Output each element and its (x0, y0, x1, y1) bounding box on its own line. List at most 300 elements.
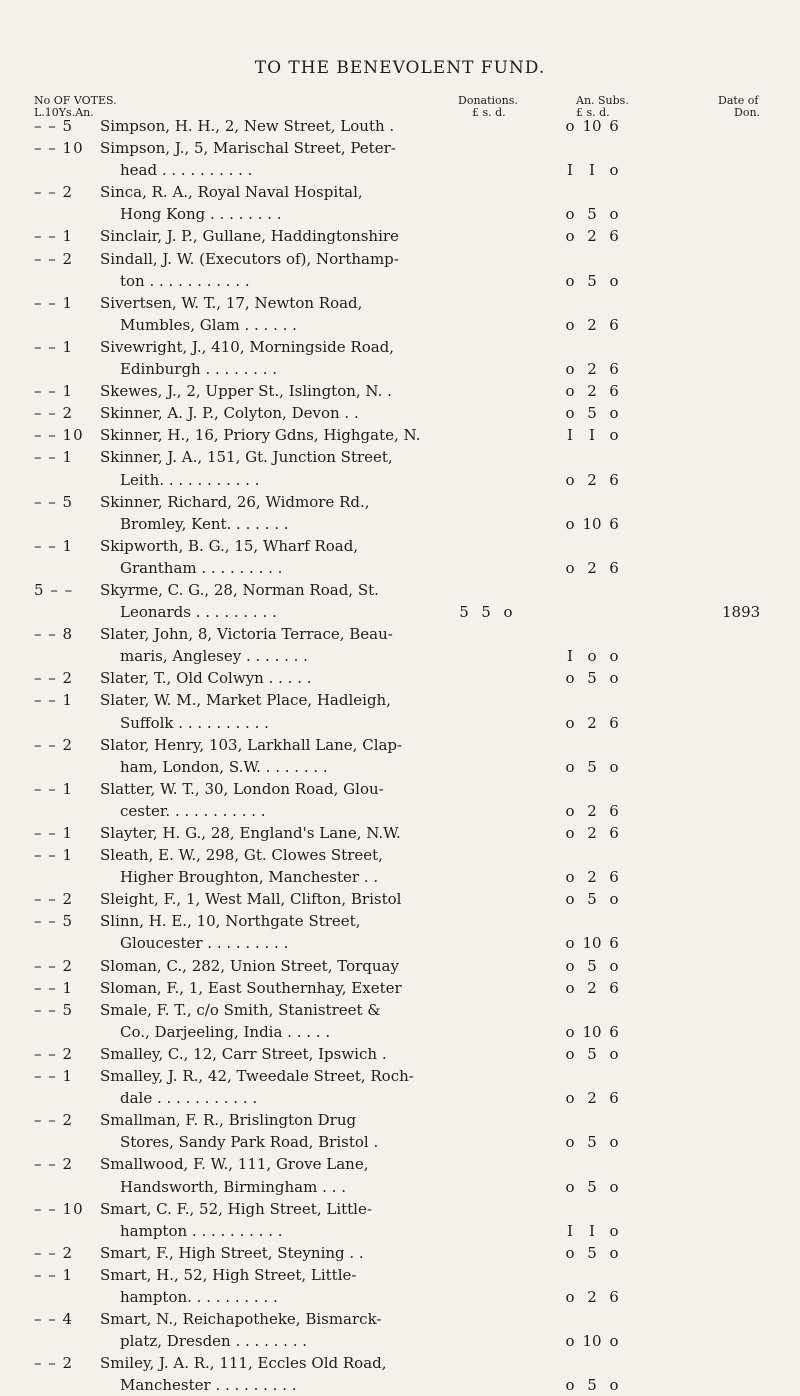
subscription-shillings: 2 (587, 382, 597, 401)
subscription-pence: 6 (609, 558, 619, 577)
subscription-pounds: o (565, 713, 575, 732)
entry-line (0, 225, 800, 247)
subscription-pounds: o (565, 382, 575, 401)
subscription-pounds: o (565, 956, 575, 975)
entry-line (0, 1198, 800, 1220)
entry-line (0, 1286, 800, 1308)
subscriber-name: Simpson, H. H., 2, New Street, Louth . (100, 117, 395, 135)
subscription-pence: 6 (609, 1089, 619, 1108)
entry-line (0, 1043, 800, 1065)
subscription-shillings: 2 (587, 801, 597, 820)
subscription-pence: 6 (609, 978, 619, 997)
subscriber-name: Sivertsen, W. T., 17, Newton Road, (100, 293, 363, 312)
entry-line (0, 446, 800, 468)
subscriber-name: Smalley, J. R., 42, Tweedale Street, Roch- (100, 1067, 414, 1086)
subscription-shillings: 5 (587, 404, 597, 423)
subscription-pence: o (609, 1044, 619, 1063)
subscriber-name: Slinn, H. E., 10, Northgate Street, (100, 912, 361, 931)
subscriber-name: Skinner, H., 16, Priory Gdns, Highgate, N. (100, 426, 421, 445)
subscription-shillings: 5 (587, 271, 597, 290)
subscriber-address-continued: hampton . . . . . . . . . . (120, 1221, 283, 1240)
subscriber-name: Skinner, J. A., 151, Gt. Junction Street, (100, 448, 393, 467)
subscriber-name: Sleight, F., 1, West Mall, Clifton, Bristol (100, 890, 402, 909)
subscription-pounds: o (565, 558, 575, 577)
subscription-pence: 6 (609, 470, 619, 489)
votes-count: – – 1 (34, 978, 74, 997)
donations-header-units: £ s. d. (472, 106, 506, 119)
votes-count: – – 1 (34, 448, 74, 467)
subscriber-name: Smart, N., Reichapotheke, Bismarck- (100, 1310, 382, 1329)
votes-count: – – 1 (34, 1067, 74, 1086)
entry-line (0, 469, 800, 491)
subscription-amount (560, 314, 624, 336)
subscription-pence: 6 (609, 801, 619, 820)
entry-line (0, 1087, 800, 1109)
entry-line (0, 1065, 800, 1087)
votes-count: – – 1 (34, 227, 74, 246)
subscriber-name: Simpson, J., 5, Marischal Street, Peter- (100, 139, 396, 158)
votes-count: – – 5 (34, 912, 74, 931)
subscription-pence: o (609, 647, 619, 666)
subscription-pence: 6 (609, 1022, 619, 1041)
subscription-pence: o (609, 1177, 619, 1196)
subscriber-address-continued: Bromley, Kent. . . . . . . (120, 514, 289, 533)
list-item (0, 1153, 800, 1197)
subscription-pence: o (609, 404, 619, 423)
subscriber-name: Skinner, Richard, 26, Widmore Rd., (100, 492, 370, 511)
subscriber-address-continued: dale . . . . . . . . . . . (120, 1089, 258, 1108)
subscription-pence: o (609, 1376, 619, 1395)
subscription-pounds: o (565, 1022, 575, 1041)
subscriber-address-continued: Manchester . . . . . . . . . (120, 1376, 297, 1395)
list-item (0, 1352, 800, 1396)
subscription-shillings: 5 (587, 669, 597, 688)
list-item (0, 137, 800, 181)
subscription-pounds: o (565, 757, 575, 776)
subscriber-name: Slater, W. M., Market Place, Hadleigh, (100, 691, 391, 710)
entry-line (0, 667, 800, 689)
subscription-amount (560, 557, 624, 579)
subscriber-name: Smart, F., High Street, Steyning . . (100, 1243, 364, 1262)
subscriber-name: Slayter, H. G., 28, England's Lane, N.W. (100, 824, 401, 842)
list-item (0, 955, 800, 977)
votes-count: – – 1 (34, 382, 74, 401)
list-item (0, 667, 800, 689)
subscription-pence: 6 (609, 934, 619, 953)
subscription-shillings: 5 (587, 1044, 597, 1063)
subscription-pounds: o (565, 360, 575, 379)
subscriber-name: Slater, John, 8, Victoria Terrace, Beau- (100, 625, 393, 644)
subscriber-name: Sloman, C., 282, Union Street, Torquay (100, 956, 399, 975)
entry-line (0, 292, 800, 314)
donation-pence: o (503, 603, 513, 622)
entry-line (0, 601, 800, 623)
subscription-shillings: 10 (582, 514, 602, 533)
subscriber-address-continued: platz, Dresden . . . . . . . . (120, 1332, 308, 1351)
votes-count: – – 1 (34, 846, 74, 865)
list-item (0, 977, 800, 999)
subscription-shillings: 2 (587, 227, 597, 246)
entry-line (0, 712, 800, 734)
subscription-amount (560, 1374, 624, 1396)
list-item (0, 535, 800, 579)
subscription-shillings: 2 (587, 470, 597, 489)
subscription-pounds: o (565, 1332, 575, 1351)
entry-line (0, 645, 800, 667)
votes-count: – – 2 (34, 183, 74, 202)
list-item (0, 225, 800, 247)
subscription-amount (560, 1330, 624, 1352)
entry-line (0, 623, 800, 645)
subscription-shillings: o (587, 647, 597, 666)
subscription-shillings: 5 (587, 205, 597, 224)
subscriber-address-continued: Hong Kong . . . . . . . . (120, 205, 282, 224)
subscription-pounds: o (565, 1376, 575, 1395)
subscriber-name: Smiley, J. A. R., 111, Eccles Old Road, (100, 1354, 387, 1373)
subscription-pence: o (609, 1221, 619, 1240)
subscription-shillings: 2 (587, 360, 597, 379)
entry-line (0, 248, 800, 270)
subscription-amount (560, 203, 624, 225)
subscription-pence: 6 (609, 1287, 619, 1306)
donation-amount (454, 601, 518, 623)
subscription-shillings: 10 (582, 1332, 602, 1351)
subscriber-address-continued: Co., Darjeeling, India . . . . . (120, 1022, 331, 1041)
date-header-label: Date of (718, 94, 759, 107)
entry-line (0, 579, 800, 601)
subscription-amount (560, 822, 624, 844)
subscription-shillings: 5 (587, 1376, 597, 1395)
votes-count: – – 2 (34, 1111, 74, 1130)
votes-header-label: No OF VOTES. (34, 94, 117, 107)
votes-count: – – 2 (34, 890, 74, 909)
subscriber-address-continued: Higher Broughton, Manchester . . (120, 868, 379, 887)
list-item (0, 778, 800, 822)
subscription-shillings: 5 (587, 757, 597, 776)
subs-header-units: £ s. d. (576, 106, 610, 119)
subscription-shillings: 2 (587, 824, 597, 842)
date-header-sublabel: Don. (734, 106, 761, 119)
list-item (0, 1109, 800, 1153)
subscription-amount (560, 159, 624, 181)
subscription-pounds: o (565, 890, 575, 909)
donations-header-label: Donations. (458, 94, 518, 107)
votes-count: – – 1 (34, 824, 74, 842)
list-item (0, 248, 800, 292)
subscription-pence: o (609, 426, 619, 445)
entry-line (0, 844, 800, 866)
list-item (0, 888, 800, 910)
entry-line (0, 1021, 800, 1043)
list-item (0, 115, 800, 137)
entry-line (0, 491, 800, 513)
subscription-pounds: o (565, 470, 575, 489)
subscription-amount (560, 932, 624, 954)
votes-count: – – 5 (34, 1000, 74, 1019)
subscription-amount (560, 977, 624, 999)
subscriber-name: Smallman, F. R., Brislington Drug (100, 1111, 357, 1130)
entry-line (0, 513, 800, 535)
subscription-amount (560, 513, 624, 535)
list-item (0, 910, 800, 954)
votes-count: – – 4 (34, 1310, 74, 1329)
list-item (0, 734, 800, 778)
subscription-amount (560, 1021, 624, 1043)
subscriber-name: Smart, C. F., 52, High Street, Little- (100, 1199, 372, 1218)
votes-count: – – 2 (34, 1354, 74, 1373)
subscription-shillings: 5 (587, 1133, 597, 1152)
entry-line (0, 1131, 800, 1153)
votes-count: – – 1 (34, 293, 74, 312)
subscription-amount (560, 1043, 624, 1065)
entry-line (0, 1330, 800, 1352)
subscription-shillings: 10 (582, 934, 602, 953)
subscription-shillings: I (589, 426, 595, 445)
entry-line (0, 557, 800, 579)
entry-line (0, 1242, 800, 1264)
entry-line (0, 270, 800, 292)
subscription-pence: 6 (609, 868, 619, 887)
subscription-shillings: 5 (587, 956, 597, 975)
entry-line (0, 955, 800, 977)
entry-line (0, 1220, 800, 1242)
subscription-pounds: o (565, 868, 575, 887)
votes-count: – – 10 (34, 426, 84, 445)
subscription-amount (560, 115, 624, 137)
subscriber-name: Skyrme, C. G., 28, Norman Road, St. (100, 580, 379, 599)
subscription-pounds: o (565, 1287, 575, 1306)
entry-line (0, 1109, 800, 1131)
subscription-shillings: 5 (587, 1243, 597, 1262)
entry-line (0, 402, 800, 424)
page-title: TO THE BENEVOLENT FUND. (254, 58, 546, 78)
entry-line (0, 932, 800, 954)
subscriber-name: Skipworth, B. G., 15, Wharf Road, (100, 536, 359, 555)
list-item (0, 1242, 800, 1264)
subscription-pounds: o (565, 271, 575, 290)
subscription-shillings: 2 (587, 558, 597, 577)
entry-line (0, 1153, 800, 1175)
subscription-pounds: I (567, 647, 573, 666)
subscription-pence: o (609, 1243, 619, 1262)
list-item (0, 181, 800, 225)
entry-line (0, 1374, 800, 1396)
subscriber-address-continued: ham, London, S.W. . . . . . . . (120, 757, 328, 776)
subscription-pounds: o (565, 117, 575, 135)
subscription-amount (560, 1087, 624, 1109)
subscriber-address-continued: Mumbles, Glam . . . . . . (120, 315, 297, 334)
entry-line (0, 1352, 800, 1374)
subscriber-name: Sindall, J. W. (Executors of), Northamp- (100, 249, 399, 268)
subscription-pence: o (609, 956, 619, 975)
subscriber-name: Sinca, R. A., Royal Naval Hospital, (100, 183, 363, 202)
donation-shillings: 5 (481, 603, 491, 622)
subscription-pence: o (609, 1332, 619, 1351)
entry-line (0, 800, 800, 822)
subscription-shillings: I (589, 161, 595, 180)
subscription-amount (560, 667, 624, 689)
subscriber-name: Slator, Henry, 103, Larkhall Lane, Clap- (100, 735, 403, 754)
subscriber-address-continued: Suffolk . . . . . . . . . . (120, 713, 269, 732)
subscription-shillings: 5 (587, 1177, 597, 1196)
subscriber-address-continued: cester. . . . . . . . . . . (120, 801, 266, 820)
list-item (0, 491, 800, 535)
entry-line (0, 822, 800, 844)
donation-pounds: 5 (459, 603, 469, 622)
entry-line (0, 535, 800, 557)
list-item (0, 336, 800, 380)
votes-count: – – 2 (34, 249, 74, 268)
subscription-pence: o (609, 161, 619, 180)
subscription-amount (560, 1176, 624, 1198)
votes-count: – – 1 (34, 691, 74, 710)
subscription-pounds: o (565, 1177, 575, 1196)
entry-line (0, 866, 800, 888)
subscription-shillings: I (589, 1221, 595, 1240)
votes-count: – – 10 (34, 139, 84, 158)
subscription-pounds: I (567, 1221, 573, 1240)
subscriber-address-continued: hampton. . . . . . . . . . (120, 1287, 278, 1306)
entry-line (0, 424, 800, 446)
subscription-pence: o (609, 205, 619, 224)
subscription-pence: o (609, 669, 619, 688)
subscription-pounds: o (565, 1089, 575, 1108)
subscription-pounds: o (565, 1044, 575, 1063)
subscription-pence: 6 (609, 382, 619, 401)
entry-line (0, 358, 800, 380)
subscription-pence: o (609, 890, 619, 909)
subscriber-address-continued: Stores, Sandy Park Road, Bristol . (120, 1133, 379, 1152)
subscription-pounds: o (565, 669, 575, 688)
votes-count: – – 2 (34, 1155, 74, 1174)
votes-count: – – 2 (34, 1044, 74, 1063)
subscriber-name: Sloman, F., 1, East Southernhay, Exeter (100, 978, 402, 997)
subscription-pounds: o (565, 824, 575, 842)
entry-line (0, 380, 800, 402)
list-item (0, 446, 800, 490)
subscriber-name: Slatter, W. T., 30, London Road, Glou- (100, 779, 384, 798)
subscription-amount (560, 888, 624, 910)
subscription-amount (560, 270, 624, 292)
subscription-pounds: o (565, 801, 575, 820)
subscription-amount (560, 866, 624, 888)
subscriber-address-continued: maris, Anglesey . . . . . . . (120, 647, 308, 666)
entry-line (0, 1176, 800, 1198)
subscription-pounds: o (565, 934, 575, 953)
subscription-pounds: o (565, 514, 575, 533)
votes-count: – – 5 (34, 492, 74, 511)
entry-line (0, 977, 800, 999)
votes-count: – – 2 (34, 735, 74, 754)
votes-count: – – 2 (34, 956, 74, 975)
entry-line (0, 336, 800, 358)
subscription-pence: 6 (609, 824, 619, 842)
subscription-pence: o (609, 271, 619, 290)
list-item (0, 822, 800, 844)
subscriber-name: Slater, T., Old Colwyn . . . . . (100, 669, 312, 688)
subscription-amount (560, 469, 624, 491)
votes-count: – – 1 (34, 536, 74, 555)
list-item (0, 380, 800, 402)
entry-line (0, 910, 800, 932)
votes-count: – – 1 (34, 337, 74, 356)
subscription-amount (560, 358, 624, 380)
subscription-amount (560, 424, 624, 446)
entry-line (0, 159, 800, 181)
subscription-shillings: 2 (587, 1287, 597, 1306)
votes-count: – – 2 (34, 404, 74, 423)
subscription-amount (560, 1220, 624, 1242)
entry-line (0, 999, 800, 1021)
list-item (0, 1043, 800, 1065)
entry-line (0, 181, 800, 203)
votes-count: – – 5 (34, 117, 74, 135)
subscription-pence: 6 (609, 713, 619, 732)
subscription-amount (560, 1286, 624, 1308)
entry-line (0, 689, 800, 711)
subscription-amount (560, 800, 624, 822)
subscriber-address-continued: head . . . . . . . . . . (120, 161, 253, 180)
subscriber-address-continued: Leonards . . . . . . . . . (120, 603, 277, 622)
subscriber-address-continued: Grantham . . . . . . . . . (120, 558, 283, 577)
subscription-pounds: o (565, 315, 575, 334)
subscriber-address-continued: Edinburgh . . . . . . . . (120, 360, 277, 379)
subscriber-name: Sivewright, J., 410, Morningside Road, (100, 337, 395, 356)
subscriber-name: Skinner, A. J. P., Colyton, Devon . . (100, 404, 359, 423)
subscription-amount (560, 225, 624, 247)
list-item (0, 579, 800, 623)
votes-header-sublabel: L.10Ys.An. (34, 106, 94, 119)
subscriber-name: Smallwood, F. W., 111, Grove Lane, (100, 1155, 369, 1174)
votes-count: – – 1 (34, 779, 74, 798)
list-item (0, 999, 800, 1043)
subscriber-address-continued: Gloucester . . . . . . . . . (120, 934, 289, 953)
subscriber-name: Sinclair, J. P., Gullane, Haddingtonshire (100, 227, 399, 246)
subscription-amount (560, 1131, 624, 1153)
subscription-pence: o (609, 757, 619, 776)
subscription-pence: 6 (609, 227, 619, 246)
subscription-shillings: 2 (587, 713, 597, 732)
subscriber-name: Smart, H., 52, High Street, Little- (100, 1265, 357, 1284)
list-item (0, 292, 800, 336)
subscription-pounds: o (565, 1243, 575, 1262)
subscriber-name: Skewes, J., 2, Upper St., Islington, N. . (100, 382, 392, 401)
subscriber-address-continued: ton . . . . . . . . . . . (120, 271, 250, 290)
subscription-pounds: I (567, 426, 573, 445)
entry-line (0, 203, 800, 225)
entry-line (0, 1264, 800, 1286)
subscription-pence: o (609, 1133, 619, 1152)
votes-count: – – 10 (34, 1199, 84, 1218)
votes-count: – – 2 (34, 1243, 74, 1262)
subscription-shillings: 2 (587, 1089, 597, 1108)
list-item (0, 623, 800, 667)
subscription-amount (560, 955, 624, 977)
entry-line (0, 115, 800, 137)
subscription-shillings: 2 (587, 315, 597, 334)
subscription-pounds: o (565, 404, 575, 423)
subscription-shillings: 2 (587, 978, 597, 997)
subscription-amount (560, 756, 624, 778)
list-item (0, 402, 800, 424)
subscription-amount (560, 402, 624, 424)
list-item (0, 689, 800, 733)
subscription-pence: 6 (609, 117, 619, 135)
list-item (0, 1198, 800, 1242)
subscription-pounds: o (565, 205, 575, 224)
subscription-amount (560, 712, 624, 734)
subscriber-name: Sleath, E. W., 298, Gt. Clowes Street, (100, 846, 383, 865)
